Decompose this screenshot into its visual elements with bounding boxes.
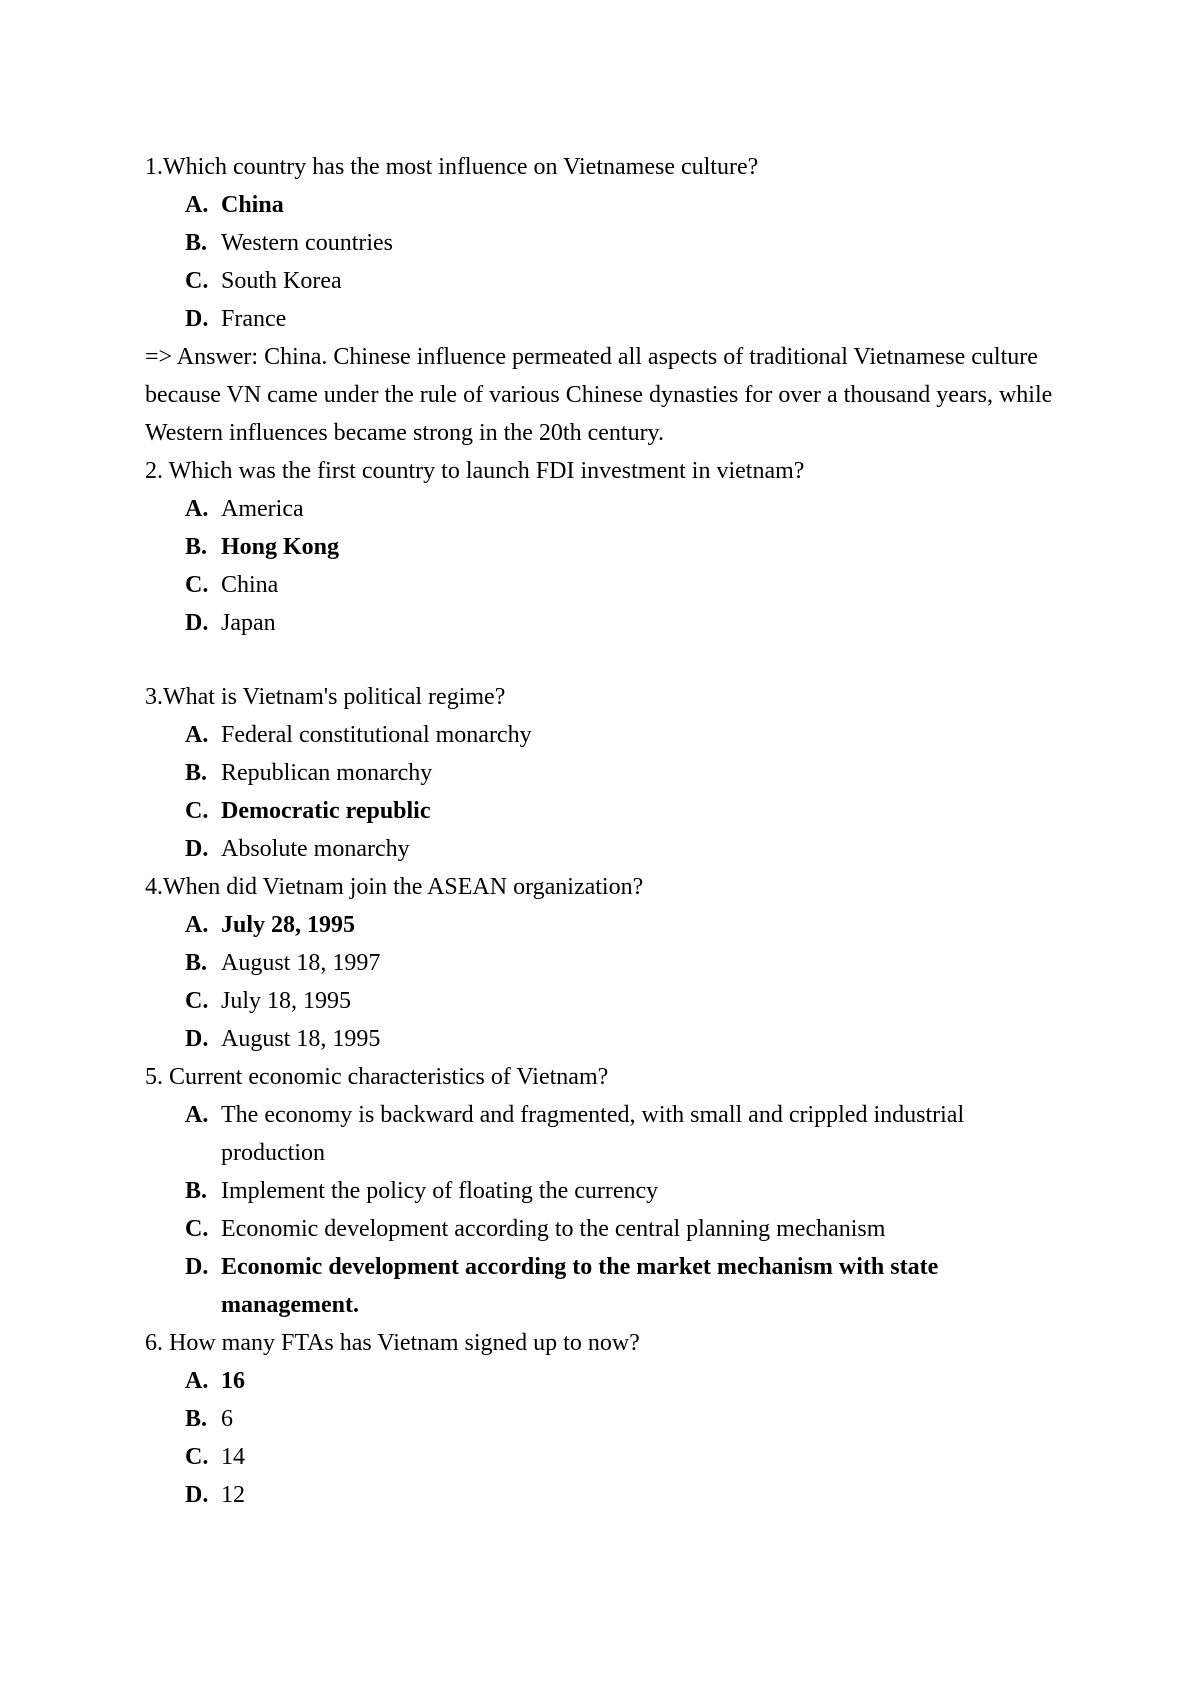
option-text: July 28, 1995 [221,912,356,938]
question-1-option-b [145,224,1065,262]
question-2-option-a [145,490,1065,528]
question-1-prompt: 1.Which country has the most influence on Vietnamese culture? [145,154,759,180]
option-text: 16 [221,1368,245,1394]
option-text: Economic development according to the market mechanism with state management. [221,1254,939,1318]
option-text: America [221,496,304,522]
option-text: July 18, 1995 [221,988,352,1014]
option-letter: D. [185,1482,209,1508]
question-1-option-d [145,300,1065,338]
question-6-prompt: 6. How many FTAs has Vietnam signed up to now? [145,1330,640,1356]
question-2-option-b [145,528,1065,566]
option-text: Federal constitutional monarchy [221,722,532,748]
question-1-option-c [145,262,1065,300]
blank-line [145,642,1065,678]
question-5-option-d [145,1248,1065,1324]
question-1-answer: => Answer: China. Chinese influence permeated all aspects of traditional Vietnamese culture because VN came under the rule of various Chinese dynasties for over a thousand years, while Western influences became strong in the 20th century. [145,344,1053,446]
question-6-option-a [145,1362,1065,1400]
option-letter: C. [185,988,209,1014]
question-5-option-b [145,1172,1065,1210]
option-letter: D. [185,1026,209,1052]
option-letter: D. [185,836,209,862]
question-6-option-d [145,1476,1065,1514]
option-letter: A. [185,1368,209,1394]
option-letter: B. [185,950,208,976]
option-letter: A. [185,722,209,748]
option-letter: C. [185,1444,209,1470]
option-letter: B. [185,230,208,256]
option-letter: A. [185,1102,209,1128]
question-3-option-b [145,754,1065,792]
option-text: Hong Kong [221,534,340,560]
option-letter: C. [185,798,209,824]
question-4-option-a [145,906,1065,944]
option-letter: B. [185,1406,208,1432]
option-letter: C. [185,572,209,598]
question-4-option-b [145,944,1065,982]
question-1-option-a [145,186,1065,224]
option-text: China [221,192,284,218]
option-text: Japan [221,610,276,636]
quiz-content [145,148,1065,1514]
option-text: August 18, 1997 [221,950,381,976]
option-letter: D. [185,306,209,332]
option-text: Democratic republic [221,798,431,824]
option-letter: D. [185,610,209,636]
option-text: France [221,306,287,332]
option-text: Implement the policy of floating the currency [221,1178,659,1204]
option-letter: A. [185,912,209,938]
option-text: 12 [221,1482,245,1508]
question-4-option-c [145,982,1065,1020]
option-letter: B. [185,1178,208,1204]
option-letter: D. [185,1254,209,1280]
option-text: Absolute monarchy [221,836,410,862]
option-letter: A. [185,496,209,522]
option-letter: B. [185,534,208,560]
option-letter: C. [185,268,209,294]
question-5-option-c [145,1210,1065,1248]
option-text: South Korea [221,268,342,294]
question-6-option-b [145,1400,1065,1438]
option-text: Republican monarchy [221,760,433,786]
question-2-prompt: 2. Which was the first country to launch FDI investment in vietnam? [145,458,805,484]
option-text: China [221,572,279,598]
question-4-prompt: 4.When did Vietnam join the ASEAN organization? [145,874,644,900]
option-text: Economic development according to the central planning mechanism [221,1216,886,1242]
question-4-option-d [145,1020,1065,1058]
option-letter: B. [185,760,208,786]
option-text: 6 [221,1406,233,1432]
question-3-option-c [145,792,1065,830]
question-3-option-d [145,830,1065,868]
option-text: August 18, 1995 [221,1026,381,1052]
option-text: The economy is backward and fragmented, with small and crippled industrial production [221,1102,965,1166]
question-3-option-a [145,716,1065,754]
question-2-option-c [145,566,1065,604]
question-2-option-d [145,604,1065,642]
option-text: Western countries [221,230,394,256]
option-letter: A. [185,192,209,218]
option-text: 14 [221,1444,245,1470]
option-letter: C. [185,1216,209,1242]
question-3-prompt: 3.What is Vietnam's political regime? [145,684,506,710]
question-5-option-a [145,1096,1065,1172]
question-5-prompt: 5. Current economic characteristics of Vietnam? [145,1064,609,1090]
question-6-option-c [145,1438,1065,1476]
